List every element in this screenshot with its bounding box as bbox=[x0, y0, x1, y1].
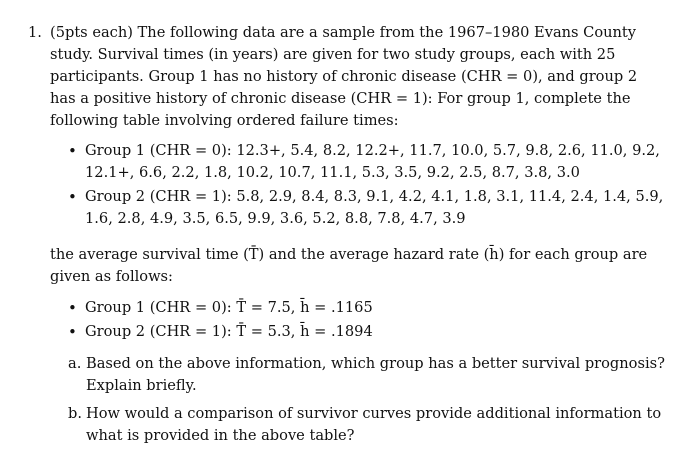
group-1-data: • Group 1 (CHR = 0): 12.3+, 5.4, 8.2, 12.2+, 11.7, 10.0, 5.7, 9.8, 2.6, 11.0, 9.2, 12.1+, 6.6, 2.2, 1.8, 10.2, 10.7, 11.1, 5.3, 3.5, 9.2, 2.5, 8.7, 3.8, 3.0 bbox=[68, 140, 665, 184]
group-2-averages: • Group 2 (CHR = 1): T̄ = 5.3, h̄ = .1894 bbox=[68, 321, 665, 343]
sub-questions-list bbox=[50, 353, 665, 447]
question-number: 1. bbox=[28, 24, 42, 41]
part-a-label: a. bbox=[68, 355, 82, 372]
group-1-averages: • Group 1 (CHR = 0): T̄ = 7.5, h̄ = .1165 bbox=[68, 297, 665, 319]
part-a-text: Based on the above information, which group has a better survival prognosis? Explain briefly. bbox=[86, 355, 665, 394]
spacer bbox=[50, 232, 665, 244]
averages-list bbox=[50, 297, 665, 343]
question-intro: (5pts each) The following data are a sample from the 1967–1980 Evans County study. Survival times (in years) are given for two study groups, each with 25 participants. Group 1 has no history of chronic disease (CHR = 0), and group 2 has a positive history of chronic disease (CHR = 1): For group 1, complete the following table involving ordered failure times: bbox=[50, 24, 638, 129]
part-b-text: How would a comparison of survivor curves provide additional information to what is provided in the above table? bbox=[86, 405, 662, 444]
question-body bbox=[50, 22, 665, 453]
part-a bbox=[68, 353, 665, 397]
group-2-data: • Group 2 (CHR = 1): 5.8, 2.9, 8.4, 8.3, 9.1, 4.2, 4.1, 1.8, 3.1, 11.4, 2.4, 1.4, 5.9, 1.6, 2.8, 4.9, 3.5, 6.5, 9.9, 3.6, 5.2, 8.8, 7.8, 4.7, 3.9 bbox=[68, 186, 665, 230]
part-b-label: b. bbox=[68, 405, 82, 422]
survival-data-list bbox=[50, 140, 665, 230]
average-description: the average survival time (T̄) and the average hazard rate (h̄) for each group are given as follows: bbox=[50, 246, 648, 285]
part-b bbox=[68, 403, 665, 447]
